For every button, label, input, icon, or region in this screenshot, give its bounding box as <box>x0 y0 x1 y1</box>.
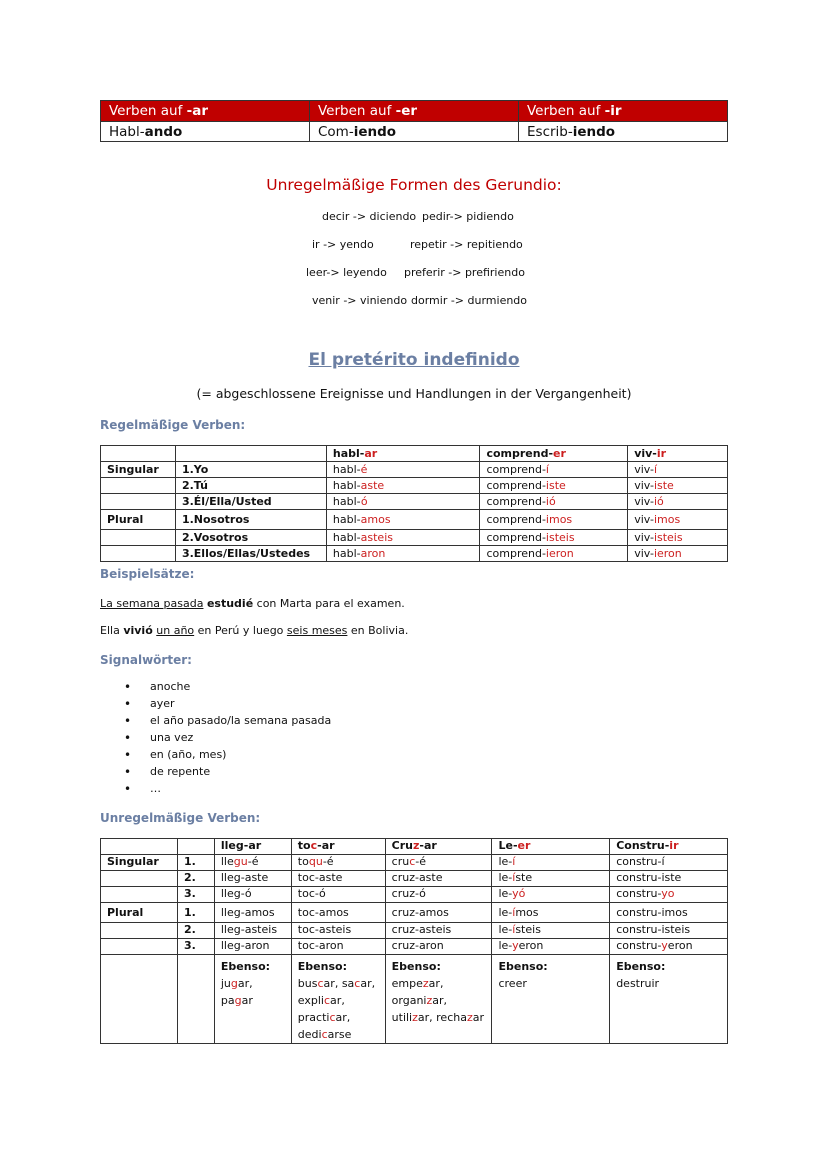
ebenso-verb: rechazar <box>436 1011 485 1024</box>
gerund-item: repetir -> repitiendo <box>410 238 523 251</box>
list-item: • anoche <box>124 680 331 697</box>
group-label: Plural <box>107 906 144 919</box>
person-number: 3. <box>183 887 196 900</box>
irregular-gerund-title: Unregelmäßige Formen des Gerundio: <box>266 176 562 194</box>
ebenso-verb: sacar <box>341 977 372 990</box>
gerund-item: preferir -> prefiriendo <box>404 266 525 279</box>
endings-cell-er: Com-iendo <box>310 122 519 142</box>
ebenso-cell: Ebenso: destruir <box>610 955 728 1044</box>
preterito-title: El pretérito indefinido <box>308 350 520 370</box>
list-item: • en (año, mes) <box>124 748 331 765</box>
group-label: Singular <box>107 855 159 868</box>
gerund-item: ir -> yendo <box>312 238 374 251</box>
endings-header-ir: Verben auf -ir <box>519 101 728 122</box>
person-label: 1.Yo <box>181 463 209 476</box>
ebenso-cell: Ebenso: creer <box>492 955 610 1044</box>
table-row: 3. lleg-aron toc-aron cruz-aron le-yeron constru-yeron <box>101 939 728 955</box>
ebenso-verb: buscar <box>297 977 335 990</box>
gerund-item: venir -> viniendo <box>312 294 408 307</box>
person-label: 1.Nosotros <box>181 513 250 526</box>
ebenso-cell: Ebenso: jugar, pagar <box>214 955 291 1044</box>
ebenso-verb: utilizar <box>391 1011 430 1024</box>
table-row: 3. lleg-ó toc-ó cruz-ó le-yó constru-yo <box>101 887 728 903</box>
table-row: Plural 1.Nosotros habl-amos comprend-imos viv-imos <box>101 510 728 530</box>
list-item: • una vez <box>124 731 331 748</box>
person-label: 3.Él/Ella/Usted <box>181 495 272 508</box>
person-label: 3.Ellos/Ellas/Ustedes <box>181 547 311 560</box>
signal-words-heading: Signalwörter: <box>100 653 192 667</box>
regular-verbs-table <box>100 445 728 562</box>
ebenso-verb: destruir <box>616 977 660 990</box>
gerund-item: pedir-> pidiendo <box>422 210 514 223</box>
ebenso-cell: Ebenso: empezar, organizar, utilizar, rechazar <box>385 955 492 1044</box>
person-number: 2. <box>183 871 196 884</box>
regular-col-ir: viv-ir <box>628 446 728 462</box>
gerund-item: decir -> diciendo <box>322 210 417 223</box>
person-number: 1. <box>183 906 196 919</box>
ebenso-verb: pagar <box>220 994 253 1007</box>
regular-verbs-heading: Regelmäßige Verben: <box>100 418 246 432</box>
irregular-verbs-heading: Unregelmäßige Verben: <box>100 811 261 825</box>
table-row: 2. lleg-asteis toc-asteis cruz-asteis le-ísteis constru-isteis <box>101 923 728 939</box>
table-row: 2. lleg-aste toc-aste cruz-aste le-íste constru-iste <box>101 871 728 887</box>
list-item: • ayer <box>124 697 331 714</box>
endings-row <box>101 122 728 142</box>
regular-col-er: comprend-er <box>480 446 628 462</box>
table-row: 2.Vosotros habl-asteis comprend-isteis viv-isteis <box>101 530 728 546</box>
endings-table <box>100 100 728 142</box>
group-label: Singular <box>107 463 159 476</box>
endings-header-er: Verben auf -er <box>310 101 519 122</box>
gerund-item: dormir -> durmiendo <box>411 294 528 307</box>
list-item: • el año pasado/la semana pasada <box>124 714 331 731</box>
list-item: • … <box>124 782 331 799</box>
regular-header-row <box>101 446 728 462</box>
endings-header-row <box>101 101 728 122</box>
table-row: 3.Él/Ella/Usted habl-ó comprend-ió viv-ió <box>101 494 728 510</box>
ebenso-row <box>101 955 728 1044</box>
examples-heading: Beispielsätze: <box>100 567 195 581</box>
ebenso-verb: dedicarse <box>297 1028 352 1041</box>
person-number: 2. <box>183 923 196 936</box>
ebenso-verb: explicar <box>297 994 342 1007</box>
table-row: Plural 1. lleg-amos toc-amos cruz-amos le-ímos constru-imos <box>101 903 728 923</box>
endings-cell-ar: Habl-ando <box>101 122 310 142</box>
signal-words-list <box>124 680 331 799</box>
person-label: 2.Vosotros <box>181 531 249 544</box>
gerund-item: leer-> leyendo <box>306 266 387 279</box>
table-row: Singular 1. llegu-é toqu-é cruc-é le-í constru-í <box>101 855 728 871</box>
regular-col-ar: habl-ar <box>326 446 480 462</box>
list-item: • de repente <box>124 765 331 782</box>
group-label: Plural <box>107 513 144 526</box>
ebenso-verb: organizar <box>391 994 444 1007</box>
irregular-col-header: lleg-ar <box>214 839 291 855</box>
person-number: 1. <box>183 855 196 868</box>
irregular-col-header: Le-er <box>492 839 610 855</box>
table-row: 2.Tú habl-aste comprend-iste viv-iste <box>101 478 728 494</box>
table-row: 3.Ellos/Ellas/Ustedes habl-aron comprend-ieron viv-ieron <box>101 546 728 562</box>
irregular-col-header: toc-ar <box>291 839 385 855</box>
ebenso-verb: practicar <box>297 1011 347 1024</box>
irregular-header-row <box>101 839 728 855</box>
ebenso-verb: empezar <box>391 977 440 990</box>
example-sentence-1: La semana pasada estudié con Marta para el examen. <box>100 597 405 610</box>
example-sentence-2: Ella vivió un año en Perú y luego seis meses en Bolivia. <box>100 624 409 637</box>
endings-cell-ir: Escrib-iendo <box>519 122 728 142</box>
preterito-subtitle: (= abgeschlossene Ereignisse und Handlungen in der Vergangenheit) <box>196 386 632 401</box>
irregular-verbs-table <box>100 838 728 1044</box>
ebenso-verb: jugar <box>220 977 250 990</box>
ebenso-verb: creer <box>498 977 527 990</box>
irregular-col-header: Cruz-ar <box>385 839 492 855</box>
person-label: 2.Tú <box>181 479 208 492</box>
person-number: 3. <box>183 939 196 952</box>
endings-header-ar: Verben auf -ar <box>101 101 310 122</box>
table-row: Singular 1.Yo habl-é comprend-í viv-í <box>101 462 728 478</box>
irregular-col-header: Constru-ir <box>610 839 728 855</box>
ebenso-cell: Ebenso: buscar, sacar, explicar, practicar, dedicarse <box>291 955 385 1044</box>
